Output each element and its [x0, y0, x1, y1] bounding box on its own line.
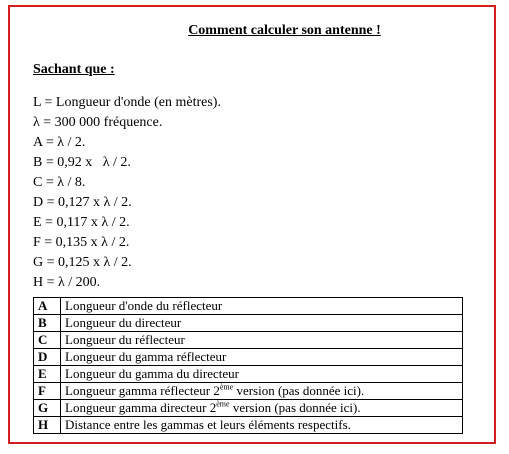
formula-line: G = 0,125 x λ / 2.	[33, 255, 132, 270]
legend-superscript: ème	[216, 399, 230, 409]
legend-description: Longueur du directeur	[61, 315, 463, 332]
formula-line: L = Longueur d'onde (en mètres).	[33, 95, 221, 110]
table-row	[34, 400, 463, 417]
legend-description: Longueur du réflecteur	[61, 332, 463, 349]
formula-line: B = 0,92 x λ / 2.	[33, 155, 131, 170]
table-row	[34, 417, 463, 434]
legend-text-before: Longueur gamma réflecteur 2	[65, 383, 220, 398]
legend-superscript: ème	[219, 382, 234, 392]
section-heading: Sachant que :	[33, 62, 115, 77]
formula-line: H = λ / 200.	[33, 275, 101, 290]
table-row	[34, 298, 463, 315]
legend-key: E	[34, 366, 61, 383]
legend-description: Longueur d'onde du réflecteur	[61, 298, 463, 315]
legend-description: Longueur du gamma du directeur	[61, 366, 463, 383]
legend-table	[33, 297, 463, 434]
formula-line: C = λ / 8.	[33, 175, 86, 190]
legend-key: A	[34, 298, 61, 315]
legend-key: D	[34, 349, 61, 366]
legend-text-after: version (pas donnée ici).	[233, 383, 365, 398]
table-row	[34, 383, 463, 400]
document-title: Comment calculer son antenne !	[188, 23, 381, 38]
formula-line: F = 0,135 x λ / 2.	[33, 235, 130, 250]
table-row	[34, 315, 463, 332]
legend-key: C	[34, 332, 61, 349]
legend-key: F	[34, 383, 61, 400]
table-row	[34, 349, 463, 366]
legend-description: Distance entre les gammas et leurs éléments respectifs.	[61, 417, 463, 434]
table-row	[34, 366, 463, 383]
legend-description	[61, 383, 463, 400]
formula-line: λ = 300 000 fréquence.	[33, 115, 163, 130]
legend-text-after: version (pas donnée ici).	[229, 400, 361, 415]
formula-line: A = λ / 2.	[33, 135, 86, 150]
legend-key: H	[34, 417, 61, 434]
legend-description	[61, 400, 463, 417]
legend-description: Longueur du gamma réflecteur	[61, 349, 463, 366]
formula-list	[33, 93, 221, 293]
legend-key: B	[34, 315, 61, 332]
legend-key: G	[34, 400, 61, 417]
formula-line: D = 0,127 x λ / 2.	[33, 195, 132, 210]
formula-line: E = 0,117 x λ / 2.	[33, 215, 130, 230]
legend-text-before: Longueur gamma directeur 2	[65, 400, 217, 415]
table-row	[34, 332, 463, 349]
